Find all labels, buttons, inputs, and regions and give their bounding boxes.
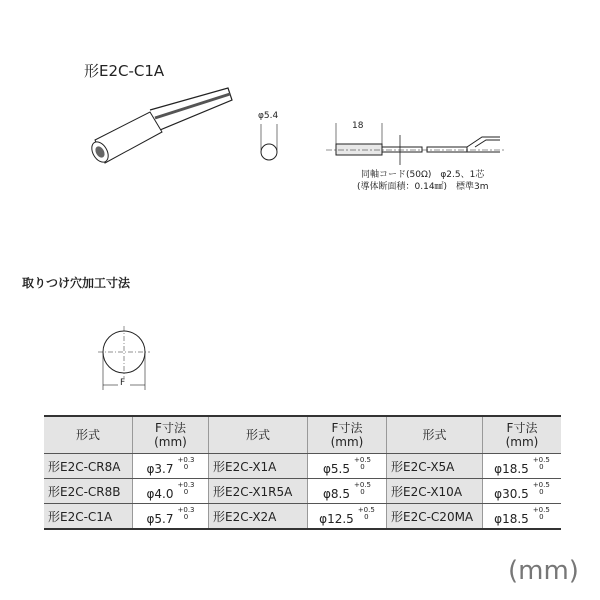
- tolerance-upper: +0.5: [532, 480, 550, 489]
- tolerance-upper: +0.3: [177, 505, 195, 514]
- model-cell: 形E2C-X1A: [209, 454, 308, 479]
- table-row: [44, 454, 561, 479]
- col-header-f: F寸法 (mm): [308, 416, 387, 454]
- tolerance-upper: +0.5: [532, 455, 550, 464]
- tolerance: [178, 507, 195, 521]
- col-header-f: F寸法 (mm): [483, 416, 562, 454]
- tolerance-upper: +0.5: [357, 505, 375, 514]
- cable-spec-line2: (導体断面積：0.14㎟) 標準3m: [357, 182, 489, 192]
- tolerance-lower: 0: [183, 512, 189, 521]
- tolerance-lower: 0: [539, 512, 544, 521]
- sensor-perspective-drawing: [88, 88, 232, 165]
- hole-f-label: F: [120, 378, 126, 388]
- f-dimension-cell: [133, 504, 209, 530]
- f-value: φ12.5: [319, 511, 354, 526]
- page-title: 形E2C-C1A: [84, 62, 165, 80]
- tolerance-lower: 0: [360, 462, 365, 471]
- f-value: φ18.5: [494, 461, 529, 476]
- f-dimension-cell: [308, 504, 387, 530]
- tolerance-lower: 0: [539, 462, 544, 471]
- col-header-f: F寸法 (mm): [133, 416, 209, 454]
- model-cell: 形E2C-C20MA: [387, 504, 483, 530]
- f-dimension-cell: [483, 479, 562, 504]
- tolerance-lower: 0: [364, 512, 369, 521]
- model-cell: 形E2C-CR8A: [44, 454, 133, 479]
- diameter-label: φ5.4: [258, 111, 279, 121]
- table-row: [44, 479, 561, 504]
- model-cell: 形E2C-X2A: [209, 504, 308, 530]
- col-header-model: 形式: [209, 416, 308, 454]
- f-dimension-cell: [133, 479, 209, 504]
- col-header-model: 形式: [387, 416, 483, 454]
- tolerance-upper: +0.5: [354, 455, 371, 464]
- f-value: φ5.5: [323, 461, 350, 476]
- f-dimension-cell: [483, 454, 562, 479]
- f-value: φ4.0: [146, 486, 174, 501]
- length-label: 18: [352, 121, 364, 131]
- tolerance-upper: +0.5: [354, 480, 371, 489]
- table-row: [44, 504, 561, 530]
- table-header-row: [44, 416, 561, 454]
- model-cell: 形E2C-X10A: [387, 479, 483, 504]
- f-dimension-cell: [308, 479, 387, 504]
- sensor-end-view: [261, 124, 277, 160]
- tolerance-upper: +0.5: [532, 505, 550, 514]
- section-title: 取りつけ穴加工寸法: [22, 276, 131, 290]
- model-cell: 形E2C-X1R5A: [209, 479, 308, 504]
- f-value: φ18.5: [494, 511, 529, 526]
- tolerance-upper: +0.3: [177, 480, 195, 489]
- tolerance-lower: 0: [183, 462, 189, 471]
- f-dimension-cell: [133, 454, 209, 479]
- f-value: φ3.7: [146, 461, 174, 476]
- tolerance: [358, 507, 375, 521]
- model-cell: 形E2C-CR8B: [44, 479, 133, 504]
- col-header-model: 形式: [44, 416, 133, 454]
- tolerance: [354, 482, 371, 496]
- tolerance: [354, 457, 371, 471]
- tolerance: [533, 507, 550, 521]
- tolerance: [178, 457, 195, 471]
- model-cell: 形E2C-C1A: [44, 504, 133, 530]
- tolerance-upper: +0.3: [177, 455, 195, 464]
- f-value: φ5.7: [146, 511, 174, 526]
- tolerance-lower: 0: [539, 487, 544, 496]
- tolerance-lower: 0: [183, 487, 189, 496]
- model-cell: 形E2C-X5A: [387, 454, 483, 479]
- cable-spec-line1: 同軸コード(50Ω) φ2.5、1芯: [361, 170, 485, 180]
- hole-dimension-table: [44, 415, 561, 530]
- unit-label: (mm): [508, 556, 579, 586]
- tolerance: [533, 457, 550, 471]
- tolerance: [178, 482, 195, 496]
- f-dimension-cell: [483, 504, 562, 530]
- tolerance: [533, 482, 550, 496]
- tolerance-lower: 0: [360, 487, 365, 496]
- f-value: φ8.5: [323, 486, 350, 501]
- f-dimension-cell: [308, 454, 387, 479]
- f-value: φ30.5: [494, 486, 529, 501]
